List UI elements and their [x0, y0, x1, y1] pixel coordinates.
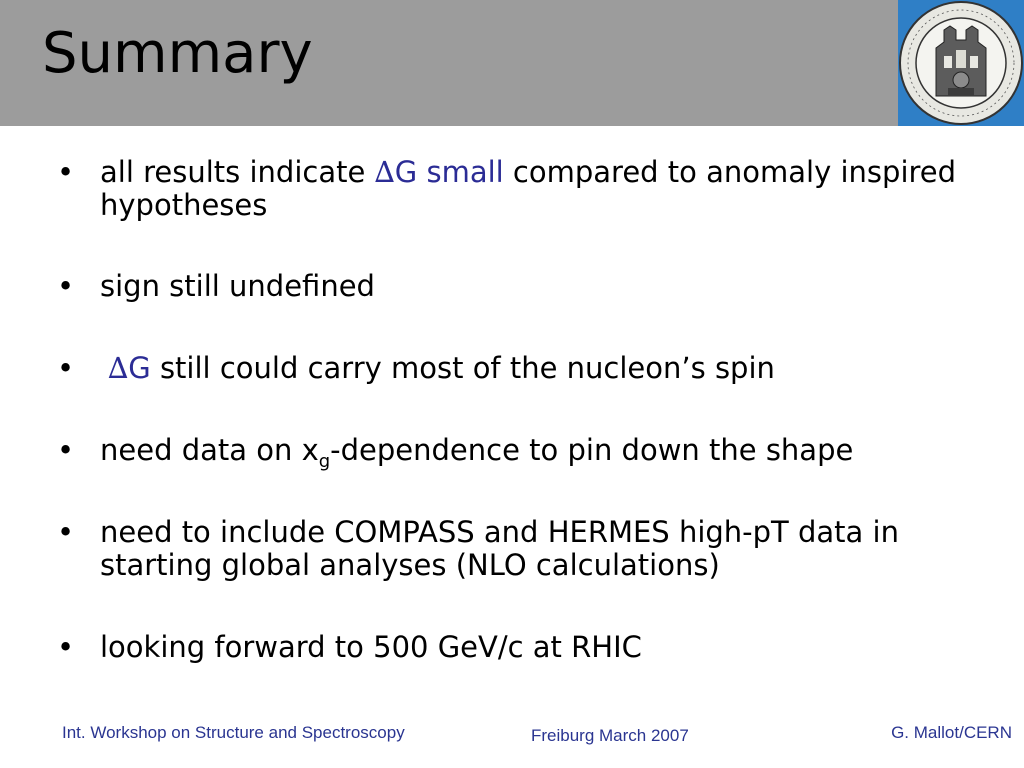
delta-symbol: ∆ — [374, 155, 395, 189]
subscript: g — [318, 451, 331, 472]
bullet-text-post: still could carry most of the nucleon’s spin — [150, 351, 775, 385]
highlight-text: G small — [394, 155, 504, 189]
footer-right: G. Mallot/CERN — [891, 723, 1012, 742]
bullet-text — [100, 156, 970, 222]
bullet-text-post: -dependence to pin down the shape — [330, 433, 854, 467]
bullet-marker: • — [57, 269, 75, 303]
footer-center: Freiburg March 2007 — [531, 726, 689, 745]
bullet-text: looking forward to 500 GeV/c at RHIC — [100, 630, 642, 664]
bullet-marker: • — [57, 433, 75, 467]
highlight-text: G — [128, 351, 151, 385]
footer-left: Int. Workshop on Structure and Spectroscopy — [62, 723, 405, 742]
delta-symbol: ∆ — [108, 351, 129, 385]
bullet-text-pre: all results indicate — [100, 155, 375, 189]
bullet-text-pre: need data on x — [100, 433, 319, 467]
bullet-marker: • — [57, 155, 75, 189]
bullet-text — [108, 352, 978, 385]
bullet-text: sign still undefined — [100, 269, 375, 303]
bullet-text: need to include COMPASS and HERMES high-pT data in starting global analyses (NLO calculations) — [100, 515, 899, 582]
bullet-marker: • — [57, 630, 75, 664]
bullet-text — [100, 433, 970, 472]
slide-title: Summary — [42, 21, 313, 86]
bullet-text-post: compared to anomaly inspired hypotheses — [100, 155, 957, 222]
bullet-marker: • — [57, 351, 75, 385]
bullet-marker: • — [57, 515, 75, 549]
